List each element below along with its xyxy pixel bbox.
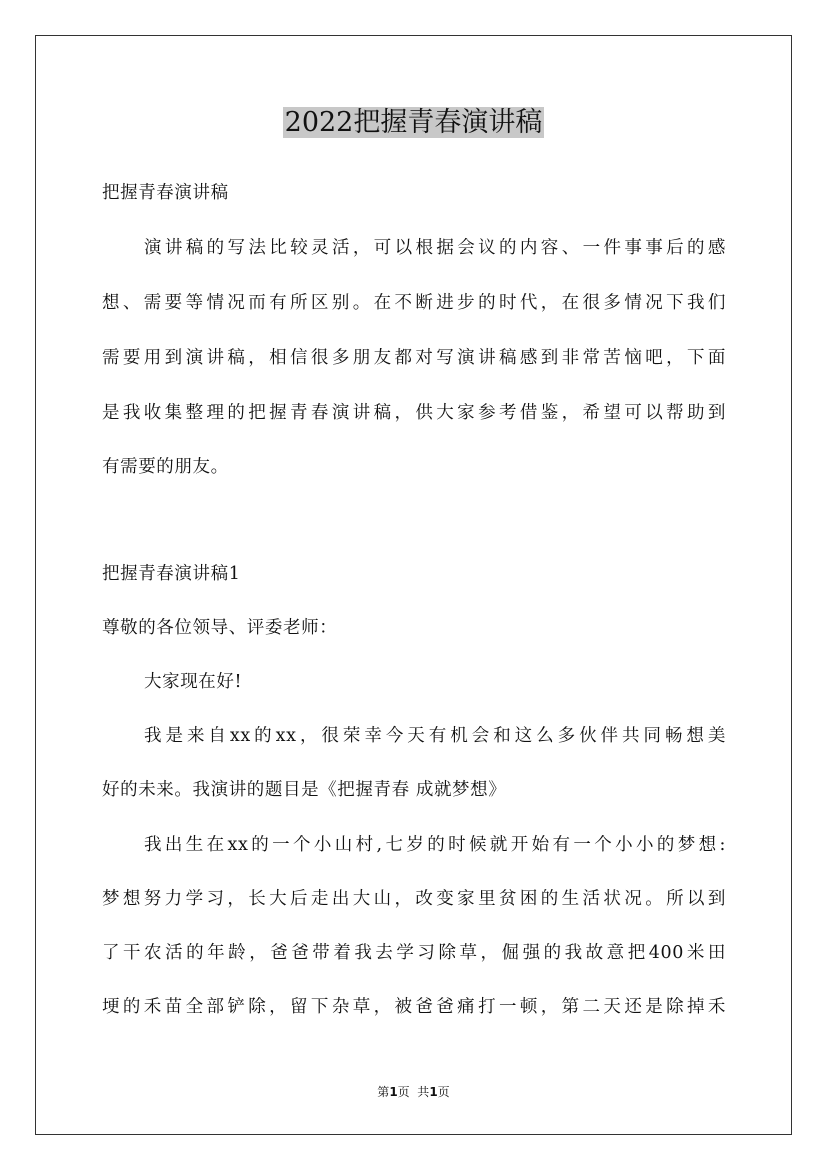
intro-line-3: 需要用到演讲稿，相信很多朋友都对写演讲稿感到非常苦恼吧，下面	[102, 348, 726, 368]
footer-total-pages: 1	[429, 1085, 438, 1099]
para1-line-1: 我是来自xx的xx，很荣幸今天有机会和这么多伙伴共同畅想美	[144, 726, 726, 746]
intro-line-1: 演讲稿的写法比较灵活，可以根据会议的内容、一件事事后的感	[144, 238, 726, 258]
document-title	[0, 103, 827, 143]
para2-line-3: 了干农活的年龄，爸爸带着我去学习除草，倔强的我故意把400米田	[102, 943, 726, 963]
para2-line-4: 埂的禾苗全部铲除，留下杂草，被爸爸痛打一顿，第二天还是除掉禾	[102, 997, 726, 1017]
footer-prefix: 第	[377, 1085, 390, 1099]
section-heading: 把握青春演讲稿1	[102, 564, 241, 584]
salutation: 尊敬的各位领导、评委老师：	[102, 618, 338, 638]
para2-line-1: 我出生在xx的一个小山村,七岁的时候就开始有一个小小的梦想:	[144, 835, 726, 855]
footer-mid: 页 共	[397, 1085, 430, 1099]
para2-line-2: 梦想努力学习，长大后走出大山，改变家里贫困的生活状况。所以到	[102, 889, 726, 909]
intro-line-5: 有需要的朋友。	[102, 457, 229, 477]
intro-line-4: 是我收集整理的把握青春演讲稿，供大家参考借鉴，希望可以帮助到	[102, 403, 726, 423]
intro-line-2: 想、需要等情况而有所区别。在不断进步的时代，在很多情况下我们	[102, 293, 726, 313]
para1-line-2: 好的未来。我演讲的题目是《把握青春 成就梦想》	[102, 780, 507, 800]
page-footer	[0, 1084, 827, 1100]
subtitle: 把握青春演讲稿	[102, 183, 229, 203]
footer-page-number: 1	[389, 1085, 398, 1099]
document-title-text: 2022把握青春演讲稿	[284, 107, 543, 138]
footer-suffix: 页	[437, 1085, 450, 1099]
greeting: 大家现在好!	[144, 672, 243, 692]
